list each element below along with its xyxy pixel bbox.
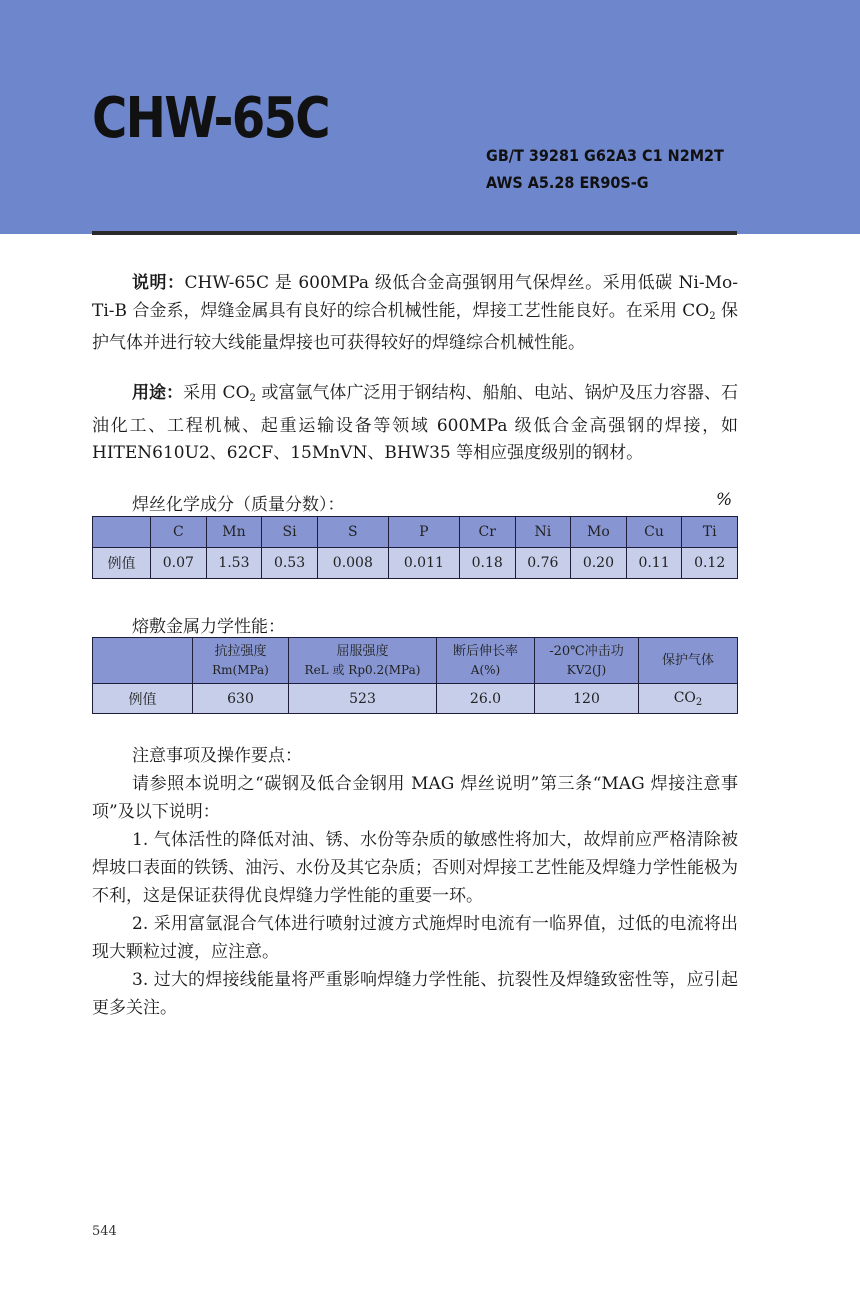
mech-header-tensile: 抗拉强度 Rm(MPa) <box>193 638 289 684</box>
usage-paragraph <box>92 380 738 468</box>
header-rule <box>92 231 737 235</box>
notes-item: 3. 过大的焊接线能量将严重影响焊缝力学性能、抗裂性及焊缝致密性等，应引起更多关注。 <box>92 970 738 1018</box>
chem-value-cell: 0.11 <box>626 548 682 579</box>
mech-row-label: 例值 <box>93 684 193 714</box>
chem-value-row <box>93 548 738 579</box>
notes-title: 注意事项及操作要点： <box>132 746 302 766</box>
mech-value-cell: 630 <box>193 684 289 714</box>
chem-header-cell: Mo <box>571 517 627 548</box>
notes-section <box>92 742 738 1022</box>
mech-header-elongation: 断后伸长率 A(%) <box>437 638 535 684</box>
chem-header-cell: Si <box>262 517 318 548</box>
mech-header-gas: 保护气体 <box>639 638 738 684</box>
chem-value-cell: 0.53 <box>262 548 318 579</box>
usage-text-a: 采用 CO <box>183 383 250 403</box>
product-title: CHW-65C <box>92 86 329 151</box>
chem-value-cell: 0.008 <box>317 548 388 579</box>
chem-header-cell: C <box>151 517 207 548</box>
mech-header-impact: -20℃冲击功 KV2(J) <box>535 638 639 684</box>
chem-value-cell: 0.18 <box>459 548 515 579</box>
usage-text-b: 或富氩气体广泛用于钢结构、船舶、电站、锅炉及压力容器、石油化工、工程机械、起重运输设备等领域 600MPa 级低合金高强钢的焊接，如 HITEN610U2、62CF、15MnVN、BHW35 等相应强度级别的钢材。 <box>92 383 739 463</box>
chem-header-cell: Ni <box>515 517 571 548</box>
usage-sub: 2 <box>249 393 256 404</box>
mech-value-row <box>93 684 738 714</box>
page-number: 544 <box>92 1224 117 1239</box>
description-sub: 2 <box>709 310 716 322</box>
chem-header-row <box>93 517 738 548</box>
mech-table <box>92 637 738 714</box>
description-text-a: CHW-65C 是 600MPa 级低合金高强钢用气保焊丝。采用低碳 Ni-Mo-Ti-B 合金系，焊缝金属具有良好的综合机械性能，焊接工艺性能良好。在采用 CO <box>92 273 738 321</box>
chem-title: 焊丝化学成分（质量分数）： <box>132 495 345 515</box>
chem-header-cell <box>93 517 151 548</box>
chem-row-label: 例值 <box>93 548 151 579</box>
mech-title: 熔敷金属力学性能： <box>132 617 285 637</box>
chem-unit: % <box>716 490 733 510</box>
chem-table <box>92 516 738 579</box>
usage-label: 用途： <box>132 383 184 403</box>
notes-intro: 请参照本说明之“碳钢及低合金钢用 MAG 焊丝说明”第三条“MAG 焊接注意事项”及以下说明： <box>92 774 738 822</box>
chem-value-cell: 0.76 <box>515 548 571 579</box>
chem-value-cell: 1.53 <box>206 548 262 579</box>
chem-value-cell: 0.20 <box>571 548 627 579</box>
mech-value-cell: 523 <box>289 684 437 714</box>
mech-header-row <box>93 638 738 684</box>
chem-header-cell: Cr <box>459 517 515 548</box>
chem-header-cell: Mn <box>206 517 262 548</box>
description-label: 说明： <box>132 273 185 293</box>
chem-header-cell: S <box>317 517 388 548</box>
standard-aws: AWS A5.28 ER90S-G <box>486 173 649 192</box>
mech-header-yield: 屈服强度 ReL 或 Rp0.2(MPa) <box>289 638 437 684</box>
standard-gb: GB/T 39281 G62A3 C1 N2M2T <box>486 146 724 165</box>
mech-value-cell: 120 <box>535 684 639 714</box>
description-paragraph <box>92 270 738 358</box>
mech-header-cell <box>93 638 193 684</box>
chem-header-cell: Cu <box>626 517 682 548</box>
chem-value-cell: 0.12 <box>682 548 738 579</box>
chem-value-cell: 0.07 <box>151 548 207 579</box>
mech-gas-cell: $CO_2$ <box>639 684 738 714</box>
chem-value-cell: 0.011 <box>388 548 459 579</box>
notes-item: 2. 采用富氩混合气体进行喷射过渡方式施焊时电流有一临界值，过低的电流将出现大颗粒过渡，应注意。 <box>92 914 738 962</box>
description-text-b: 保护气体并进行较大线能量焊接也可获得较好的焊缝综合机械性能。 <box>92 300 738 353</box>
mech-value-cell: 26.0 <box>437 684 535 714</box>
chem-header-cell: P <box>388 517 459 548</box>
notes-item: 1. 气体活性的降低对油、锈、水份等杂质的敏感性将加大，故焊前应严格清除被焊坡口表面的铁锈、油污、水份及其它杂质；否则对焊接工艺性能及焊缝力学性能极为不利，这是保证获得优良焊缝力学性能的重要一环。 <box>92 830 738 906</box>
chem-header-cell: Ti <box>682 517 738 548</box>
